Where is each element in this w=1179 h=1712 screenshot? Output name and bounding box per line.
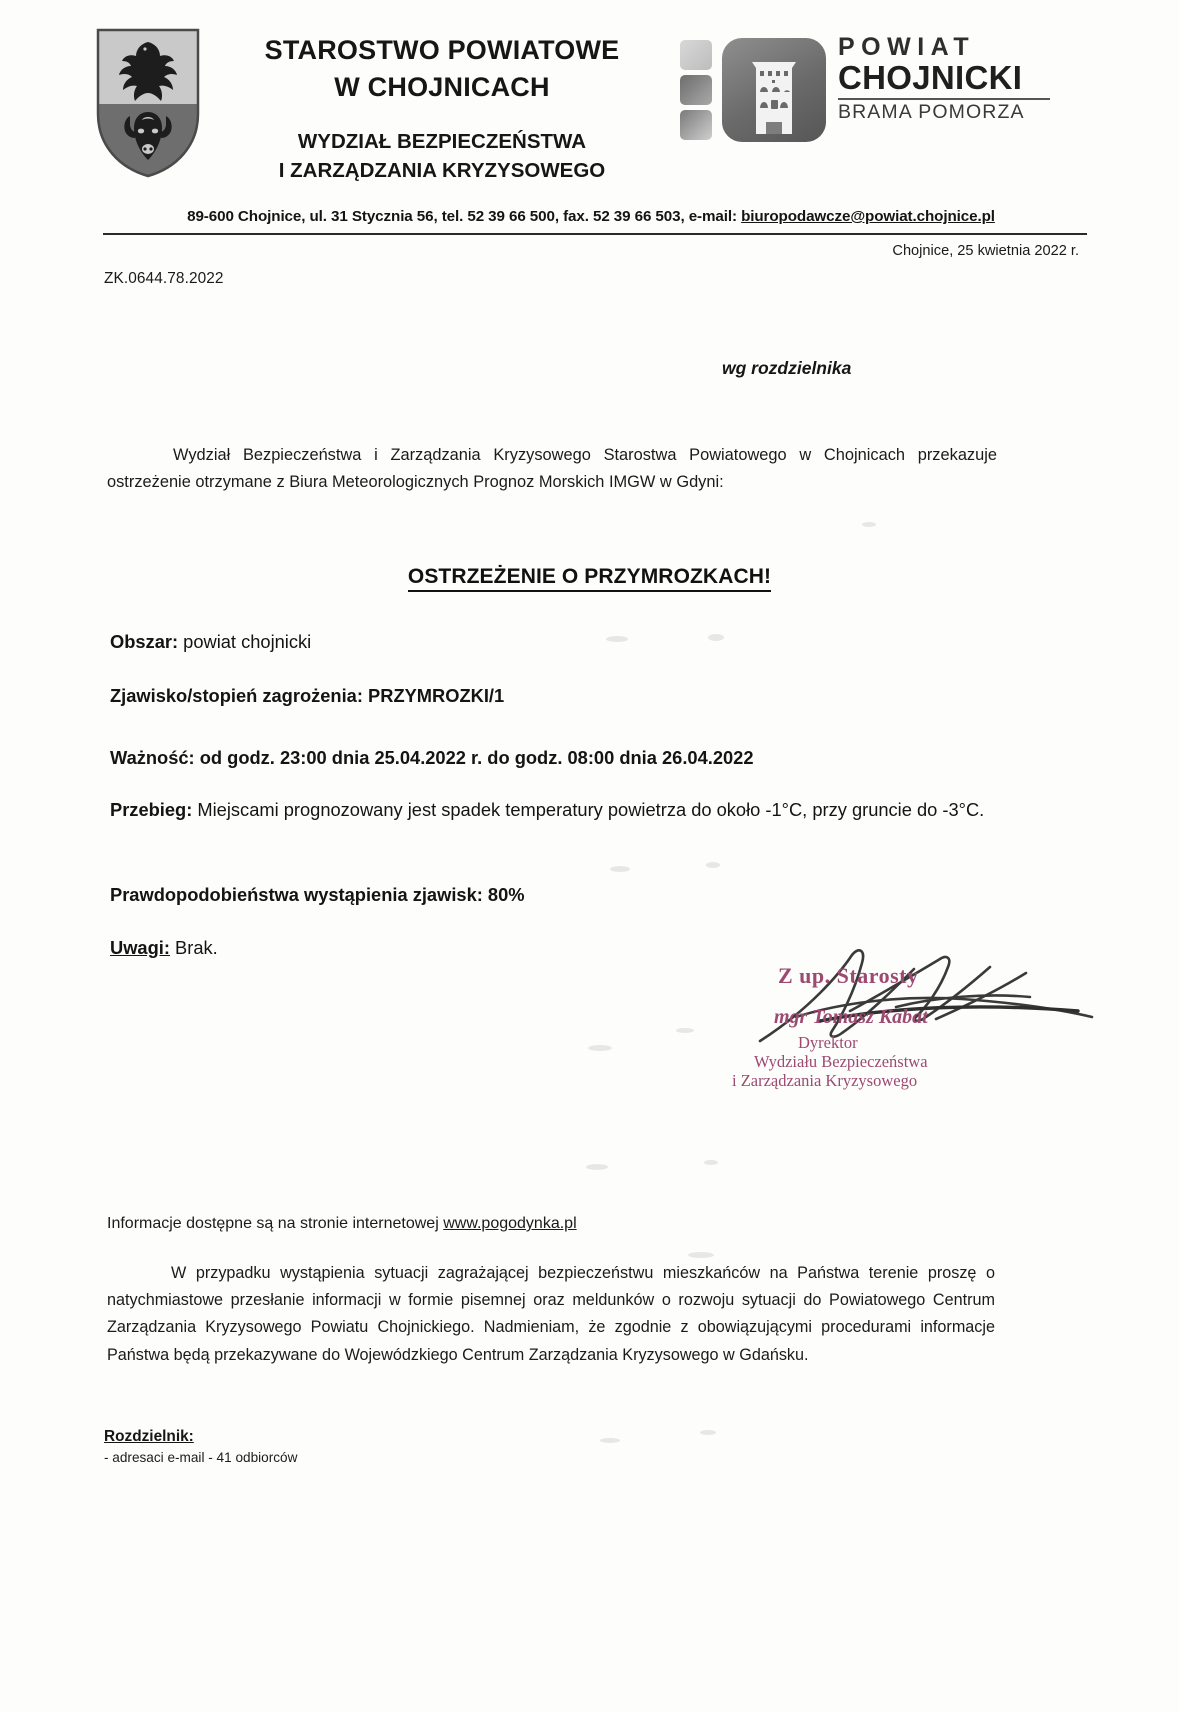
field-remarks-value: Brak. (175, 937, 218, 958)
distribution-title: Rozdzielnik: (104, 1428, 194, 1445)
intro-paragraph: Wydział Bezpieczeństwa i Zarządzania Kryzysowego Starostwa Powiatowego w Chojnicach przekazuje ostrzeżenie otrzymane z Biura Meteorologicznych Prognoz Morskich IMGW w Gdyni: (107, 446, 997, 491)
field-validity (110, 744, 1010, 771)
signature-line-4: Wydziału Bezpieczeństwa (754, 1052, 928, 1071)
office-name (212, 32, 672, 107)
field-validity-label: Ważność: (110, 747, 195, 768)
logo-powiat-text: POWIAT (838, 33, 976, 61)
field-remarks-label: Uwagi: (110, 937, 170, 958)
department-line1: WYDZIAŁ BEZPIECZEŃSTWA (297, 129, 587, 153)
info-source-text: Informacje dostępne są na stronie internetowej (107, 1215, 444, 1232)
coat-of-arms-icon (96, 28, 200, 178)
office-name-line1: STAROSTWO POWIATOWE (264, 35, 620, 65)
logo-divider (838, 98, 1050, 100)
info-source-line (107, 1215, 577, 1233)
field-phenomenon-label: Zjawisko/stopień zagrożenia: (110, 685, 363, 706)
tower-gate-icon (722, 38, 826, 142)
contact-address: 89-600 Chojnice, ul. 31 Stycznia 56, tel. 52 39 66 500, fax. 52 39 66 503, e-mail: (187, 208, 742, 225)
field-course-label: Przebieg: (110, 799, 193, 820)
addressee: wg rozdzielnika (722, 358, 852, 378)
field-phenomenon (110, 682, 1010, 709)
logo-wordmark (838, 34, 1050, 122)
warning-title-text: OSTRZEŻENIE O PRZYMROZKACH! (408, 565, 771, 592)
logo-tagline: BRAMA POMORZA (838, 100, 1025, 123)
contact-line (103, 208, 1079, 225)
logo-squares-icon (680, 40, 714, 145)
field-probability (110, 881, 1010, 908)
field-probability-value: 80% (487, 884, 525, 905)
logo-chojnicki-text: CHOJNICKI (838, 59, 1023, 97)
field-validity-value: od godz. 23:00 dnia 25.04.2022 r. do godz. 08:00 dnia 26.04.2022 (199, 747, 754, 768)
signature-line-1: Z up. Starosty (778, 963, 919, 988)
header-divider (103, 233, 1087, 235)
field-course (110, 796, 1015, 823)
field-area-label: Obszar: (110, 631, 179, 652)
signature-line-5: i Zarządzania Kryzysowego (732, 1071, 918, 1090)
reference-number: ZK.0644.78.2022 (104, 270, 224, 287)
warning-title (0, 565, 1179, 589)
department-line2: I ZARZĄDZANIA KRYZYSOWEGO (278, 159, 606, 183)
closing-paragraph: W przypadku wystąpienia sytuacji zagrażającej bezpieczeństwu mieszkańców na Państwa terenie proszę o natychmiastowe przesłanie informacji w formie pisemnej oraz meldunków o rozwoju sytuacji do Powiatowego Centrum Zarządzania Kryzysowego Powiatu Chojnickiego. Nadmieniam, że zgodnie z obowiązującymi procedurami informacje Państwa będą przekazywane do Wojewódzkiego Centrum Zarządzania Kryzysowego w Gdańsku. (107, 1264, 995, 1364)
field-area-value: powiat chojnicki (183, 631, 312, 652)
field-probability-label: Prawdopodobieństwa wystąpienia zjawisk: (110, 884, 483, 905)
signature-line-2: mgr Tomasz Kabat (774, 1006, 928, 1028)
field-area (110, 628, 1010, 655)
signature-block (700, 945, 1100, 1105)
document-header (0, 14, 1179, 204)
header-titles (212, 32, 672, 186)
place-and-date: Chojnice, 25 kwietnia 2022 r. (892, 243, 1079, 259)
field-course-value: Miejscami prognozowany jest spadek temperatury powietrza do około -1°C, przy gruncie do -3°C. (197, 799, 985, 820)
powiat-chojnicki-logo (680, 30, 1050, 160)
signature-line-3: Dyrektor (798, 1033, 858, 1052)
field-phenomenon-value: PRZYMROZKI/1 (368, 685, 505, 706)
pogodynka-link[interactable]: www.pogodynka.pl (443, 1215, 577, 1232)
office-name-line2: W CHOJNICACH (334, 72, 550, 103)
distribution-item: - adresaci e-mail - 41 odbiorców (104, 1450, 298, 1465)
department-name (212, 127, 672, 186)
contact-email[interactable]: biuropodawcze@powiat.chojnice.pl (741, 208, 995, 225)
